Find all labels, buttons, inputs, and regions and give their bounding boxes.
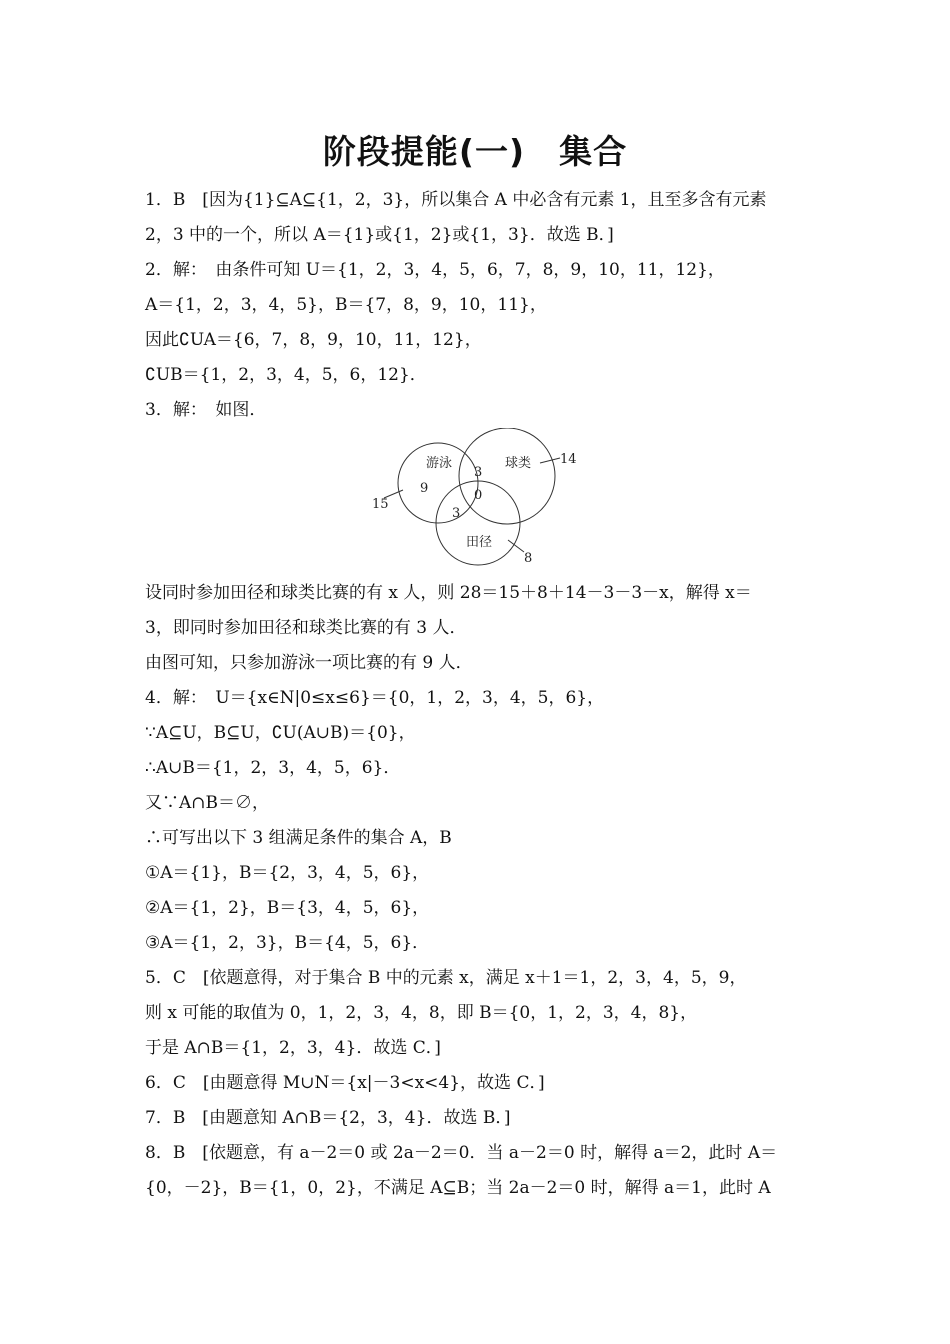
track-total-value: 8 bbox=[524, 551, 533, 566]
swim-ball-value: 3 bbox=[474, 465, 483, 480]
text-line: ∵A⊆U，B⊆U，∁U(A∪B)＝{0}， bbox=[145, 723, 416, 743]
swim-only-value: 9 bbox=[420, 481, 429, 496]
all-three-value: 0 bbox=[474, 488, 483, 503]
text-line: 5．C [依题意得，对于集合 B 中的元素 x，满足 x＋1＝1，2，3，4，5，9， bbox=[145, 968, 747, 988]
swim-track-value: 3 bbox=[452, 506, 461, 521]
text-line: ∁UB＝{1，2，3，4，5，6，12}． bbox=[145, 365, 427, 385]
ball-label: 球类 bbox=[505, 456, 532, 471]
text-line: 8．B [依题意，有 a－2＝0 或 2a－2＝0．当 a－2＝0 时，解得 a＝2，此时 A＝ bbox=[145, 1143, 778, 1163]
text-line: ∴A∪B＝{1，2，3，4，5，6}． bbox=[145, 758, 401, 778]
text-line: 3，即同时参加田径和球类比赛的有 3 人． bbox=[145, 618, 467, 638]
text-line: ③A＝{1，2，3}，B＝{4，5，6}． bbox=[145, 933, 430, 953]
text-line: 于是 A∩B＝{1，2，3，4}．故选 C．] bbox=[145, 1038, 441, 1058]
text-line: A＝{1，2，3，4，5}，B＝{7，8，9，10，11}， bbox=[145, 295, 547, 315]
text-line: 4．解： U＝{x∈N|0≤x≤6}＝{0，1，2，3，4，5，6}， bbox=[145, 688, 605, 708]
text-line: 则 x 可能的取值为 0，1，2，3，4，8，即 B＝{0，1，2，3，4，8}， bbox=[145, 1003, 698, 1023]
text-line: 2，3 中的一个，所以 A＝{1}或{1，2}或{1，3}．故选 B．] bbox=[145, 225, 614, 245]
text-line: 又∵A∩B＝∅， bbox=[145, 793, 270, 813]
text-line: 1．B [因为{1}⊆A⊆{1，2，3}，所以集合 A 中必含有元素 1，且至多含有元素 bbox=[145, 190, 767, 210]
text-line: {0，－2}，B＝{1，0，2}，不满足 A⊆B；当 2a－2＝0 时，解得 a＝1，此时 A bbox=[145, 1178, 771, 1198]
text-line: 7．B [由题意知 A∩B＝{2，3，4}．故选 B．] bbox=[145, 1108, 511, 1128]
text-line: 3．解： 如图． bbox=[145, 400, 267, 420]
text-line: 6．C [由题意得 M∪N＝{x|－3<x<4}，故选 C．] bbox=[145, 1073, 545, 1093]
swim-total-value: 15 bbox=[372, 497, 389, 512]
text-line: ∴可写出以下 3 组满足条件的集合 A，B bbox=[145, 828, 452, 848]
page-title: 阶段提能(一) 集合 bbox=[322, 132, 628, 171]
text-line: ①A＝{1}，B＝{2，3，4，5，6}， bbox=[145, 863, 430, 883]
text-line: 因此∁UA＝{6，7，8，9，10，11，12}， bbox=[145, 330, 482, 350]
swim-label: 游泳 bbox=[426, 456, 453, 471]
ball-total-value: 14 bbox=[560, 452, 577, 467]
venn-diagram bbox=[360, 428, 600, 570]
track-label: 田径 bbox=[466, 535, 493, 550]
text-line: ②A＝{1，2}，B＝{3，4，5，6}， bbox=[145, 898, 430, 918]
text-line: 由图可知，只参加游泳一项比赛的有 9 人． bbox=[145, 653, 473, 673]
text-line: 2．解： 由条件可知 U＝{1，2，3，4，5，6，7，8，9，10，11，12}， bbox=[145, 260, 725, 280]
text-line: 设同时参加田径和球类比赛的有 x 人，则 28＝15＋8＋14－3－3－x，解得 x＝ bbox=[145, 583, 752, 603]
